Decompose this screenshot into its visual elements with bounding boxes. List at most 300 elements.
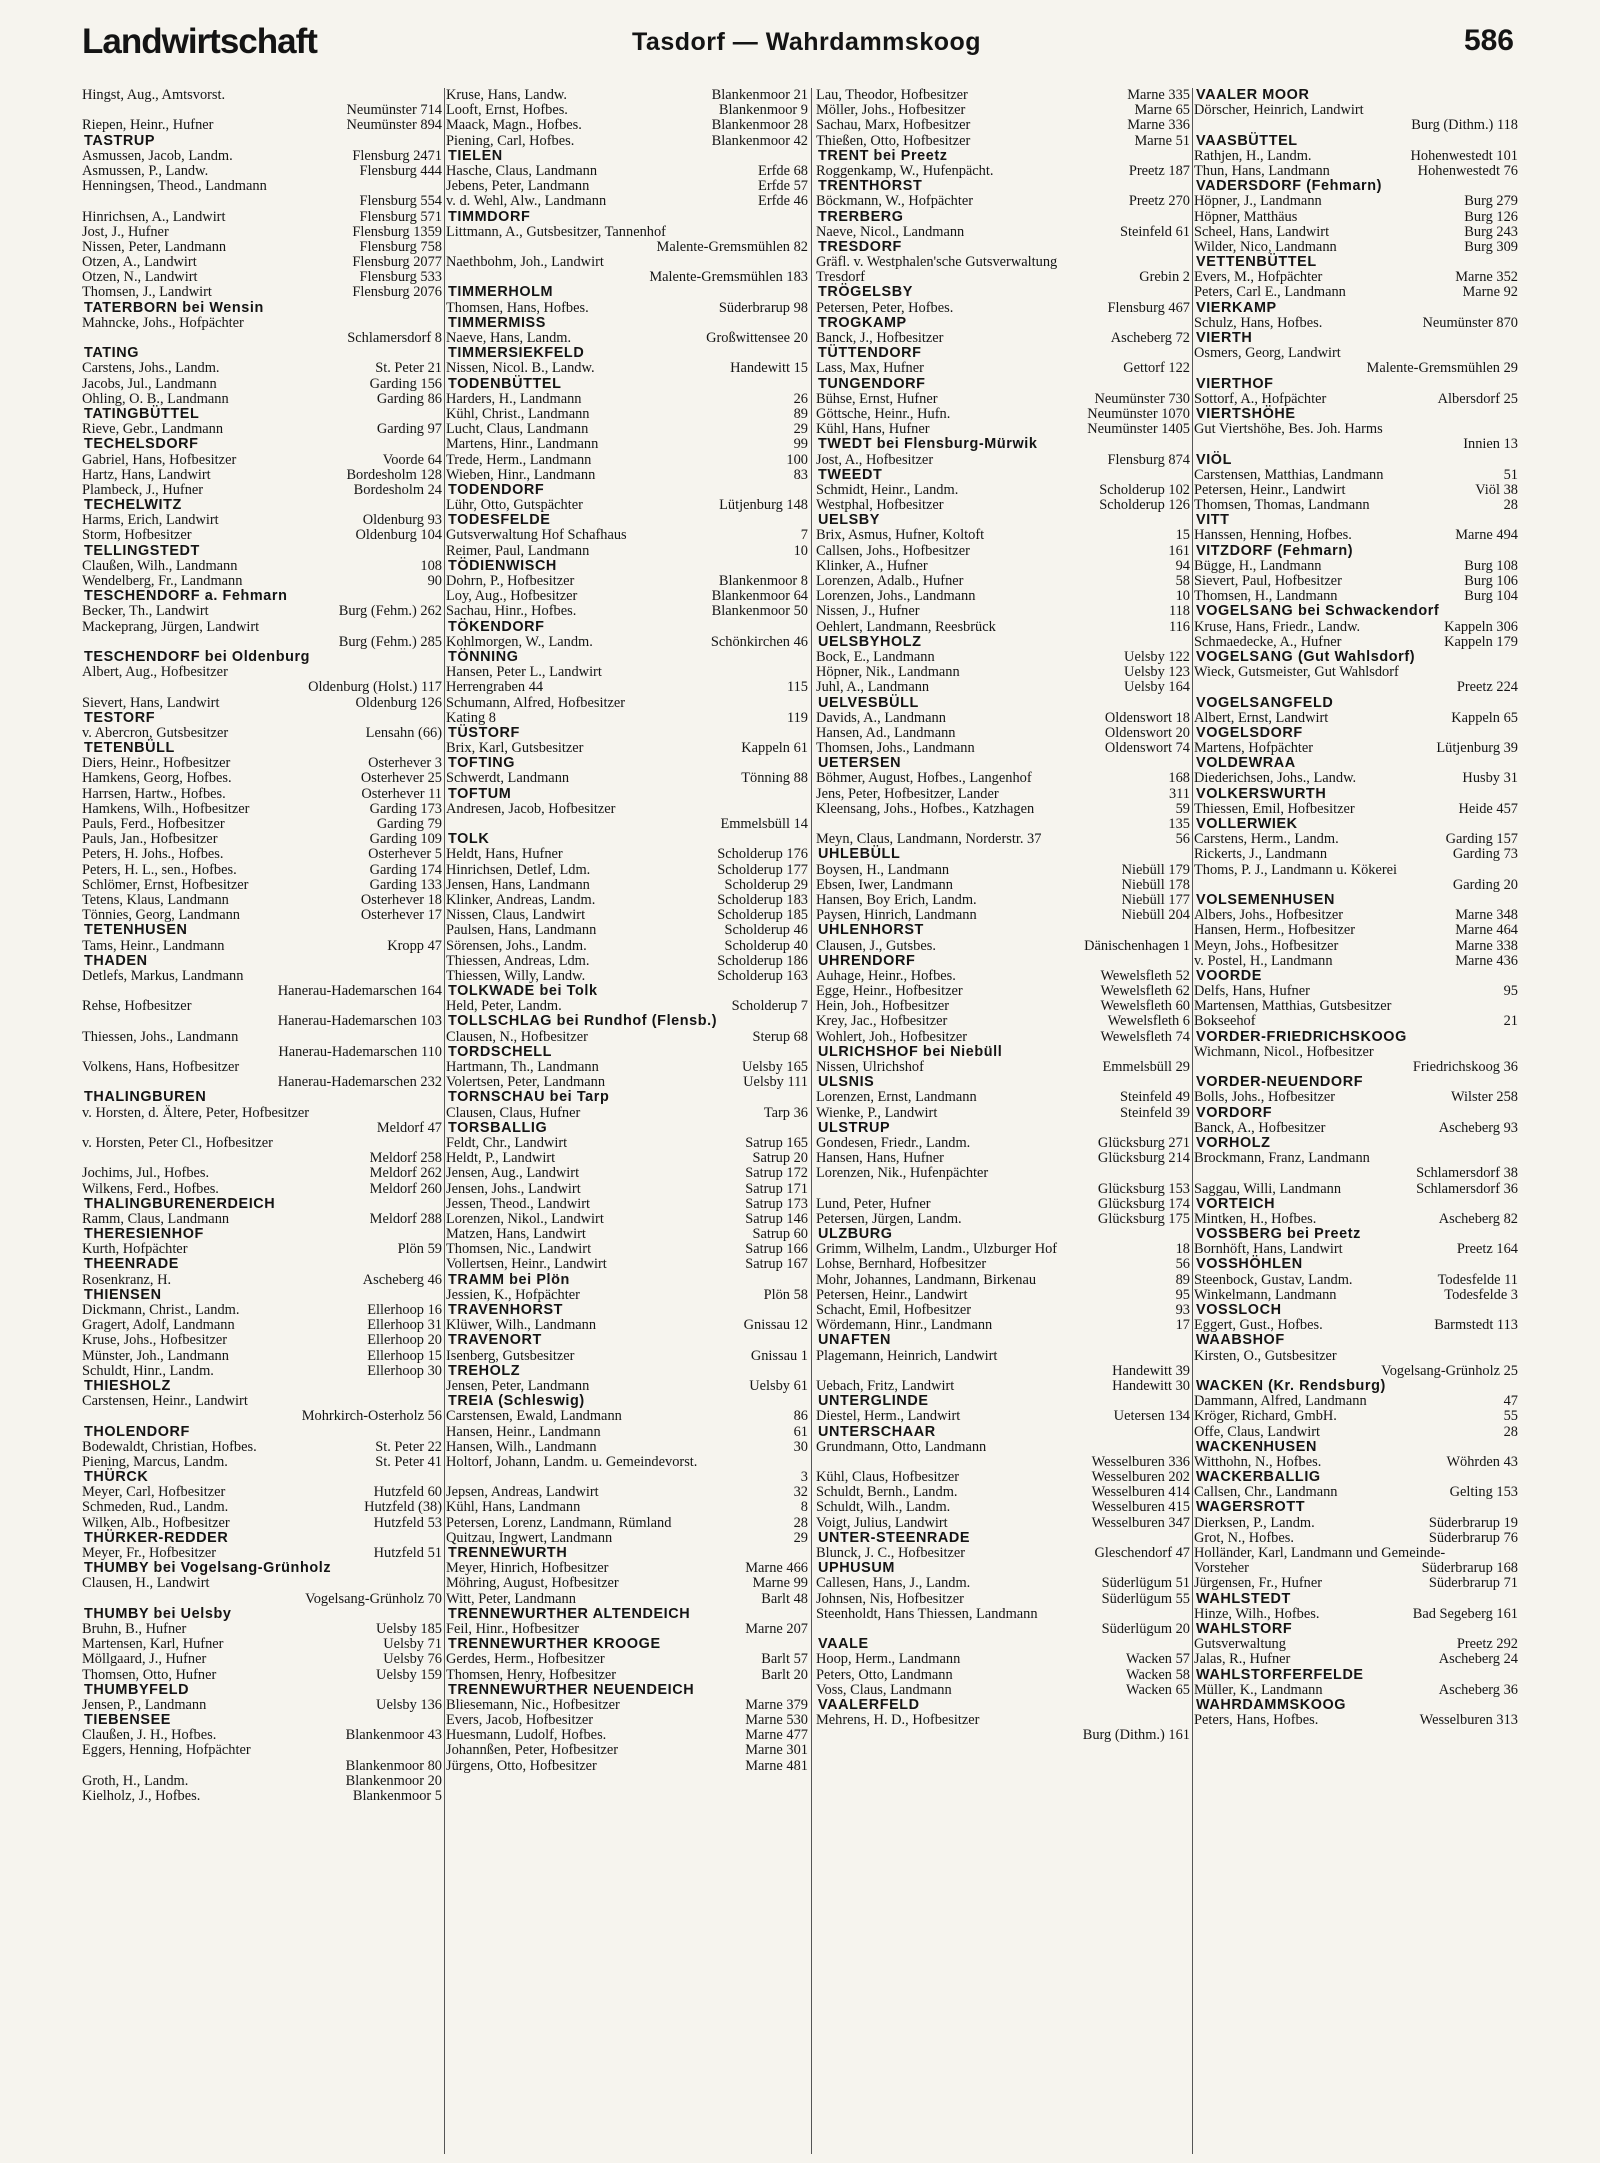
entry-name: v. Abercron, Gutsbesitzer <box>82 724 229 741</box>
entry-phone: 59 <box>1175 800 1190 817</box>
directory-entry <box>82 361 442 376</box>
entry-name: Kühl, Claus, Hofbesitzer <box>816 1469 960 1486</box>
entry-name: Andresen, Jacob, Hofbesitzer <box>446 800 616 817</box>
entry-name: Petersen, Peter, Hofbes. <box>816 299 954 316</box>
column-3 <box>816 88 1190 2154</box>
locality-heading: TOLKWADE bei Tolk <box>448 983 598 1000</box>
directory-entry <box>816 1288 1190 1303</box>
entry-phone: Meldorf 288 <box>369 1210 442 1227</box>
entry-continuation: Garding 20 <box>1452 876 1518 893</box>
entry-name: Witthohn, N., Hofbes. <box>1194 1453 1322 1470</box>
entry-name: Gragert, Adolf, Landmann <box>82 1317 235 1334</box>
entry-name: Thiessen, Johs., Landmann <box>82 1028 239 1045</box>
directory-entry <box>82 559 442 574</box>
entry-name: Thiessen, Willy, Landw. <box>446 967 586 984</box>
column-divider <box>811 88 812 2154</box>
entry-name: Klüwer, Wilh., Landmann <box>446 1317 597 1334</box>
entry-phone: Wacken 58 <box>1126 1666 1190 1683</box>
directory-entry <box>816 802 1190 817</box>
directory-entry <box>1194 908 1518 923</box>
entry-phone: 95 <box>1175 1286 1190 1303</box>
entry-name: Scheel, Hans, Landwirt <box>1194 223 1330 240</box>
directory-entry <box>446 1485 808 1500</box>
directory-entry <box>82 999 442 1014</box>
entry-name: Gondesen, Friedr., Landm. <box>816 1134 971 1151</box>
entry-name: Naeve, Hans, Landm. <box>446 330 572 346</box>
entry-continuation: Vogelsang-Grünholz 25 <box>1381 1362 1518 1379</box>
entry-phone: Flensburg 571 <box>359 208 442 225</box>
locality-heading: VORHOLZ <box>1196 1134 1271 1151</box>
directory-entry <box>1194 1045 1518 1060</box>
directory-entry <box>446 1136 808 1151</box>
directory-entry <box>816 1683 1190 1698</box>
entry-phone: Emmelsbüll 29 <box>1102 1059 1190 1075</box>
entry-name: Peters, H. L., sen., Hofbes. <box>82 861 237 878</box>
entry-name: Thomsen, Nic., Landwirt <box>446 1241 592 1258</box>
locality-heading: VITT <box>1196 512 1230 529</box>
page-number: 586 <box>1463 24 1514 57</box>
directory-entry <box>816 1166 1190 1181</box>
entry-name: Claußen, J. H., Hofbes. <box>82 1727 217 1744</box>
entry-name: Petersen, Jürgen, Landm. <box>816 1210 962 1227</box>
entry-name: Jepsen, Andreas, Landwirt <box>446 1484 599 1501</box>
entry-name: Steenholdt, Hans Thiessen, Landmann <box>816 1605 1038 1622</box>
entry-name: Piening, Marcus, Landm. <box>82 1453 228 1470</box>
directory-entry <box>1194 1273 1518 1288</box>
entry-phone: 15 <box>1175 527 1190 544</box>
directory-entry <box>1194 954 1518 969</box>
directory-entry <box>446 468 808 483</box>
directory-entry <box>1194 589 1518 604</box>
entry-phone: Marne 92 <box>1462 284 1518 301</box>
directory-entry <box>446 680 808 695</box>
entry-phone: Kappeln 61 <box>741 740 808 757</box>
directory-entry <box>446 255 808 270</box>
directory-entry <box>816 711 1190 726</box>
directory-entry <box>446 1500 808 1515</box>
entry-name: Tams, Heinr., Landmann <box>82 937 225 954</box>
entry-phone: 90 <box>427 573 442 589</box>
directory-entry <box>82 1303 442 1318</box>
directory-entry <box>1194 1516 1518 1531</box>
entry-phone: Garding 109 <box>369 831 442 848</box>
directory-entry <box>1194 1713 1518 1728</box>
locality-heading: VOLDEWRAA <box>1196 755 1296 772</box>
locality-heading: TATING <box>84 345 140 362</box>
locality-heading: TORSBALLIG <box>448 1119 548 1136</box>
entry-name: Hartmann, Th., Landmann <box>446 1059 599 1075</box>
directory-entry <box>816 1379 1190 1394</box>
entry-continuation: Vogelsang-Grünholz 70 <box>305 1590 442 1607</box>
directory-entry <box>446 194 808 209</box>
entry-name: Kating 8 <box>446 709 496 726</box>
entry-phone: Wesselburen 313 <box>1419 1712 1518 1729</box>
entry-phone: Garding 97 <box>376 421 442 438</box>
directory-entry <box>1194 1318 1518 1333</box>
locality-heading: TESTORF <box>84 709 156 726</box>
entry-name: Rieve, Gebr., Landmann <box>82 421 224 438</box>
entry-name: Jens, Peter, Hofbesitzer, Lander <box>816 785 999 802</box>
entry-name: Nissen, Nicol. B., Landw. <box>446 360 595 377</box>
entry-phone: St. Peter 41 <box>375 1453 442 1470</box>
locality-heading: UHRENDORF <box>818 952 916 969</box>
entry-name: Vollertsen, Heinr., Landwirt <box>446 1256 607 1273</box>
entry-name: Hinze, Wilh., Hofbes. <box>1194 1605 1320 1622</box>
entry-phone: Wewelsfleth 60 <box>1100 998 1190 1015</box>
entry-phone: 311 <box>1168 785 1190 802</box>
locality-heading: TOFTING <box>448 755 516 772</box>
locality-heading: THALINGBUREN <box>84 1089 207 1106</box>
locality-heading: VAALERFELD <box>818 1696 920 1713</box>
directory-entry <box>816 483 1190 498</box>
directory-entry <box>82 1622 442 1637</box>
locality-heading: THUMBYFELD <box>84 1681 190 1698</box>
entry-phone: 28 <box>1503 497 1518 514</box>
entry-phone: Osterhever 11 <box>361 785 442 802</box>
entry-name: Eggers, Henning, Hofpächter <box>82 1742 251 1759</box>
entry-phone: Garding 86 <box>376 390 442 407</box>
entry-phone: Oldenswort 74 <box>1104 740 1190 757</box>
entry-name: Johnsen, Nis, Hofbesitzer <box>816 1590 964 1607</box>
entry-name: Jürgensen, Fr., Hufner <box>1194 1575 1323 1592</box>
entry-name: Ebsen, Iwer, Landmann <box>816 876 953 893</box>
directory-entry <box>82 1030 442 1045</box>
entry-name: v. Horsten, d. Ältere, Peter, Hofbesitzer <box>82 1104 310 1121</box>
entry-name: Reimer, Paul, Landmann <box>446 542 590 559</box>
locality-heading: VOLKERSWURTH <box>1196 785 1327 802</box>
locality-heading: TODENDORF <box>448 481 545 498</box>
entry-phone: Glücksburg 214 <box>1097 1150 1190 1167</box>
entry-name: Naethbohm, Joh., Landwirt <box>446 254 604 271</box>
column-divider <box>444 88 445 2154</box>
entry-phone: Albersdorf 25 <box>1437 390 1518 407</box>
directory-entry <box>446 1668 808 1683</box>
directory-entry <box>82 1637 442 1652</box>
entry-name: Gerdes, Herm., Hofbesitzer <box>446 1651 605 1668</box>
directory-entry <box>82 88 442 103</box>
directory-entry <box>816 665 1190 680</box>
entry-name: Hartz, Hans, Landwirt <box>82 466 211 483</box>
directory-entry <box>82 149 442 164</box>
locality-heading: TUNGENDORF <box>818 375 926 392</box>
entry-name: Dierksen, P., Landm. <box>1194 1514 1315 1531</box>
directory-entry <box>816 1713 1190 1728</box>
directory-entry <box>82 1455 442 1470</box>
entry-phone: Satrup 166 <box>745 1241 808 1258</box>
directory-entry <box>1194 1409 1518 1424</box>
entry-name: Brockmann, Franz, Landmann <box>1194 1150 1370 1167</box>
locality-heading: VORDER-FRIEDRICHSKOOG <box>1196 1028 1407 1045</box>
entry-name: Schmidt, Heinr., Landm. <box>816 481 959 498</box>
locality-heading: ULSTRUP <box>818 1119 891 1136</box>
entry-continuation: Hanerau-Hademarschen 110 <box>278 1043 442 1060</box>
locality-heading: THÜRKER-REDDER <box>84 1529 229 1546</box>
entry-phone: Niebüll 179 <box>1121 861 1190 878</box>
entry-phone: 26 <box>793 390 808 407</box>
locality-heading: TRENNEWURTH <box>448 1545 568 1561</box>
entry-name: Witt, Peter, Landmann <box>446 1590 576 1607</box>
entry-name: Pauls, Jan., Hofbesitzer <box>82 831 218 848</box>
entry-phone: Süderbrarup 168 <box>1421 1560 1518 1577</box>
directory-entry <box>1194 1652 1518 1667</box>
entry-phone: Garding 173 <box>369 800 442 817</box>
entry-phone: 10 <box>1175 588 1190 605</box>
entry-phone: Oldenburg 93 <box>362 512 442 529</box>
locality-heading: VOLLERWIEK <box>1196 816 1298 832</box>
entry-name: Thießen, Otto, Hofbesitzer <box>816 132 971 149</box>
entry-name: Winkelmann, Landmann <box>1194 1286 1337 1303</box>
locality-heading: VOSSBERG bei Preetz <box>1196 1226 1361 1243</box>
entry-continuation: 3 <box>800 1469 808 1486</box>
entry-phone: Wöhrden 43 <box>1446 1453 1518 1470</box>
locality-heading: VOGELSANGFELD <box>1196 694 1334 711</box>
entry-name: Wördemann, Hinr., Landmann <box>816 1317 993 1334</box>
locality-heading: WAHLSTORF <box>1196 1620 1293 1637</box>
locality-heading: THÜRCK <box>84 1469 149 1486</box>
directory-entry <box>446 863 808 878</box>
entry-continuation: Malente-Gremsmühlen 183 <box>649 269 808 286</box>
directory-entry <box>1194 422 1518 437</box>
entry-name: Mintken, H., Hofbes. <box>1194 1210 1317 1227</box>
locality-heading: VADERSDORF (Fehmarn) <box>1196 178 1383 195</box>
entry-phone: Kappeln 65 <box>1451 709 1518 726</box>
entry-name: Wieben, Hinr., Landmann <box>446 466 596 483</box>
directory-entry <box>82 1789 442 1804</box>
entry-continuation: Meldorf 258 <box>369 1150 442 1167</box>
entry-name: Peters, H. Johs., Hofbes. <box>82 846 224 863</box>
entry-name: Dohrn, P., Hofbesitzer <box>446 573 575 589</box>
entry-phone: Marne 65 <box>1134 102 1190 119</box>
entry-name: Meyer, Hinrich, Hofbesitzer <box>446 1560 609 1577</box>
entry-name: Kohlmorgen, W., Landm. <box>446 633 593 650</box>
directory-entry <box>446 696 808 711</box>
entry-phone: Marne 338 <box>1455 937 1518 954</box>
directory-entry <box>446 1728 808 1743</box>
entry-phone: 28 <box>1503 1423 1518 1440</box>
entry-phone: Flensburg 533 <box>359 269 442 286</box>
directory-entry <box>82 620 442 635</box>
directory-entry <box>82 1273 442 1288</box>
entry-name: Plambeck, J., Hufner <box>82 481 204 498</box>
directory-entry <box>82 1349 442 1364</box>
directory-entry <box>82 1668 442 1683</box>
directory-entry <box>816 1273 1190 1288</box>
entry-name: Lorenzen, Nik., Hufenpächter <box>816 1165 989 1182</box>
entry-phone: 89 <box>1175 1271 1190 1288</box>
entry-name: Westphal, Hofbesitzer <box>816 497 944 514</box>
entry-phone: Schönkirchen 46 <box>710 633 808 650</box>
entry-name: Mahncke, Johs., Hofpächter <box>82 314 244 331</box>
entry-continuation: Emmelsbüll 14 <box>720 816 808 832</box>
entry-name: Henningsen, Theod., Landmann <box>82 178 267 195</box>
entry-phone: Satrup 60 <box>752 1226 808 1243</box>
entry-name: Thomsen, Henry, Hofbesitzer <box>446 1666 617 1683</box>
entry-continuation: Hanerau-Hademarschen 103 <box>277 1013 442 1030</box>
directory-entry <box>816 407 1190 422</box>
directory-entry <box>446 1288 808 1303</box>
directory-entry <box>816 361 1190 376</box>
entry-phone: Oldenburg 126 <box>355 694 442 711</box>
entry-name: Rathjen, H., Landm. <box>1194 147 1312 164</box>
directory-entry <box>1194 559 1518 574</box>
locality-heading: TESCHENDORF bei Oldenburg <box>84 648 311 665</box>
entry-phone: Wewelsfleth 6 <box>1107 1013 1190 1030</box>
entry-name: Heldt, Hans, Hufner <box>446 846 563 863</box>
locality-heading: TÜTTENDORF <box>818 345 922 362</box>
entry-name: Bock, E., Landmann <box>816 648 935 665</box>
directory-entry <box>82 1698 442 1713</box>
locality-heading: VIERKAMP <box>1196 299 1277 316</box>
directory-entry <box>82 1212 442 1227</box>
entry-name: Steenbock, Gustav, Landm. <box>1194 1271 1353 1288</box>
locality-heading: VAALER MOOR <box>1196 88 1310 103</box>
directory-entry <box>816 939 1190 954</box>
locality-heading: TORNSCHAU bei Tarp <box>448 1089 610 1106</box>
entry-name: Sievert, Hans, Landwirt <box>82 694 220 711</box>
directory-entry <box>446 1455 808 1470</box>
entry-phone: Marne 379 <box>745 1696 808 1713</box>
entry-phone: Steinfeld 61 <box>1120 223 1190 240</box>
directory-entry <box>82 164 442 179</box>
directory-entry <box>1194 1182 1518 1197</box>
directory-entry <box>816 331 1190 346</box>
entry-name: v. Postel, H., Landmann <box>1194 952 1333 969</box>
entry-phone: Kappeln 179 <box>1444 633 1518 650</box>
entry-name: Wilkens, Ferd., Hofbes. <box>82 1180 219 1197</box>
entry-name: Möller, Johs., Hofbesitzer <box>816 102 966 119</box>
entry-phone: Grebin 2 <box>1139 269 1190 286</box>
directory-entry <box>1194 1561 1518 1576</box>
entry-phone: Satrup 165 <box>745 1134 808 1151</box>
entry-phone: Uelsby 164 <box>1124 679 1190 696</box>
entry-name: Callsen, Johs., Hofbesitzer <box>816 542 970 559</box>
directory-entry <box>82 1546 442 1561</box>
directory-entry <box>816 1500 1190 1515</box>
directory-entry <box>446 1106 808 1121</box>
entry-name: Schwerdt, Landmann <box>446 770 570 787</box>
entry-name: Quitzau, Ingwert, Landmann <box>446 1529 613 1546</box>
directory-entry <box>446 437 808 452</box>
entry-name: Diederichsen, Johs., Landw. <box>1194 770 1357 787</box>
entry-phone: Erfde 68 <box>758 162 808 179</box>
entry-name: Claußen, Wilh., Landmann <box>82 557 238 574</box>
entry-phone: Barlt 48 <box>761 1590 808 1607</box>
directory-entry <box>816 1652 1190 1667</box>
entry-name: Feldt, Chr., Landwirt <box>446 1134 568 1151</box>
entry-continuation: Hanerau-Hademarschen 164 <box>277 983 442 1000</box>
locality-heading: TECHELSDORF <box>84 436 199 453</box>
entry-name: Albert, Ernst, Landwirt <box>1194 709 1329 726</box>
entry-phone: Scholderup 176 <box>717 846 808 863</box>
directory-entry <box>1194 1425 1518 1440</box>
locality-heading: THERESIENHOF <box>84 1226 204 1243</box>
entry-phone: Wewelsfleth 74 <box>1100 1028 1190 1045</box>
entry-phone: 55 <box>1503 1408 1518 1425</box>
directory-entry <box>816 1090 1190 1105</box>
directory-entry <box>816 422 1190 437</box>
entry-phone: Marne 352 <box>1455 269 1518 286</box>
entry-phone: Oldenburg 104 <box>355 527 442 544</box>
directory-entry <box>816 787 1190 802</box>
entry-continuation: Flensburg 554 <box>359 193 442 210</box>
entry-name: Kröger, Richard, GmbH. <box>1194 1408 1337 1425</box>
locality-heading: TRESDORF <box>818 238 902 255</box>
locality-heading: TODENBÜTTEL <box>448 375 562 392</box>
directory-entry <box>446 498 808 513</box>
entry-name: Wohlert, Joh., Hofbesitzer <box>816 1028 968 1045</box>
entry-name: Thomsen, Otto, Hufner <box>82 1666 217 1683</box>
entry-continuation: Blankenmoor 80 <box>345 1757 442 1774</box>
directory-entry <box>1194 225 1518 240</box>
directory-entry <box>816 1440 1190 1455</box>
directory-entry <box>446 1759 808 1774</box>
directory-entry <box>82 179 442 194</box>
locality-heading: TORDSCHELL <box>448 1043 553 1060</box>
entry-phone: Bad Segeberg 161 <box>1412 1605 1518 1622</box>
entry-phone: Gettorf 122 <box>1123 360 1190 377</box>
entry-name: Gräfl. v. Westphalen'sche Gutsverwaltung <box>816 254 1058 271</box>
locality-heading: VAALE <box>818 1636 869 1653</box>
entry-phone: Süderbrarup 19 <box>1428 1514 1518 1531</box>
locality-heading: TIEBENSEE <box>84 1712 171 1729</box>
entry-phone: Barlt 57 <box>761 1651 808 1668</box>
entry-phone: Steinfeld 49 <box>1120 1089 1190 1106</box>
directory-entry <box>1194 103 1518 118</box>
directory-entry <box>816 832 1190 847</box>
entry-name: Martensen, Karl, Hufner <box>82 1636 224 1653</box>
locality-heading: UNTERSCHAAR <box>818 1423 936 1440</box>
directory-entry <box>1194 771 1518 786</box>
entry-name: Detlefs, Markus, Landmann <box>82 967 244 984</box>
entry-name: Höpner, J., Landmann <box>1194 193 1322 210</box>
entry-phone: 108 <box>420 557 442 574</box>
directory-entry <box>1194 1607 1518 1622</box>
entry-name: Jochims, Jul., Hofbes. <box>82 1165 210 1182</box>
entry-phone: Ascheberg 24 <box>1438 1651 1518 1668</box>
directory-entry <box>446 1257 808 1272</box>
entry-phone: Burg (Fehm.) 262 <box>338 603 442 620</box>
locality-heading: VOGELSDORF <box>1196 724 1303 741</box>
directory-entry <box>82 1166 442 1181</box>
locality-heading: TIMMERMISS <box>448 314 546 331</box>
locality-heading: WAHLSTORFERFELDE <box>1196 1666 1364 1683</box>
entry-phone: Wesselburen 202 <box>1091 1469 1190 1486</box>
entry-name: Jensen, Peter, Landmann <box>446 1377 590 1394</box>
entry-name: Lohse, Bernhard, Hofbesitzer <box>816 1256 987 1273</box>
locality-heading: UHLEBÜLL <box>818 846 901 863</box>
directory-entry <box>1194 194 1518 209</box>
entry-name: Bliesemann, Nic., Hofbesitzer <box>446 1696 620 1713</box>
entry-phone: Flensburg 2077 <box>352 254 442 271</box>
directory-entry <box>816 1303 1190 1318</box>
entry-name: Ohling, O. B., Landmann <box>82 390 229 407</box>
entry-phone: Ascheberg 93 <box>1438 1119 1518 1136</box>
directory-entry <box>82 1500 442 1515</box>
entry-phone: Sterup 68 <box>752 1028 808 1045</box>
entry-phone: Ascheberg 82 <box>1438 1210 1518 1227</box>
directory-entry <box>1194 468 1518 483</box>
directory-entry <box>1194 1531 1518 1546</box>
entry-phone: 119 <box>786 709 808 726</box>
directory-entry <box>446 1166 808 1181</box>
directory-entry <box>82 802 442 817</box>
entry-phone: Ellerhoop 30 <box>367 1362 442 1379</box>
directory-entry <box>816 194 1190 209</box>
directory-entry <box>82 1728 442 1743</box>
directory-entry <box>446 225 808 240</box>
directory-entry <box>1194 574 1518 589</box>
directory-entry <box>1194 1485 1518 1500</box>
